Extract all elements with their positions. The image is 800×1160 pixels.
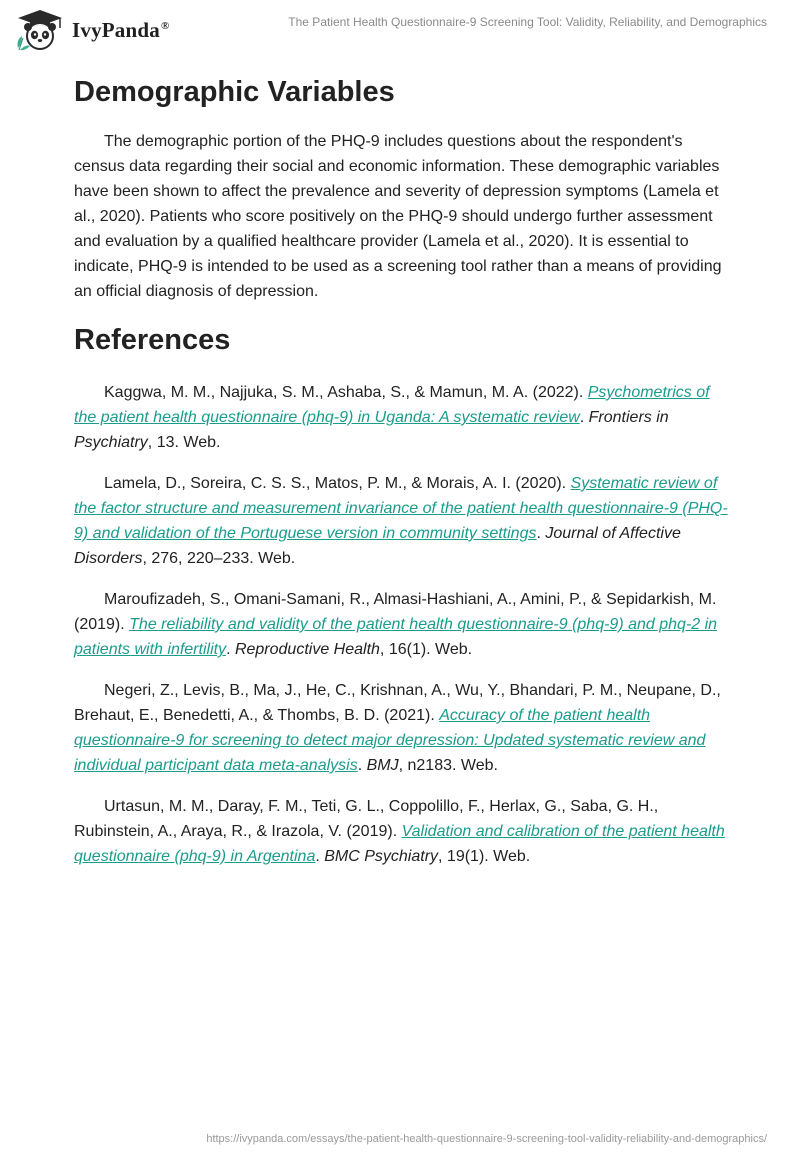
reference-link[interactable]: Accuracy of the patient health questionnaire-9 for screening to detect major depression: Updated systematic review and individual participant data meta-analysis xyxy=(74,707,706,774)
article-body xyxy=(74,72,730,885)
journal-name: Frontiers in Psychiatry xyxy=(74,409,669,451)
journal-name: BMC Psychiatry xyxy=(324,848,439,865)
reference-item: Lamela, D., Soreira, C. S. S., Matos, P. M., & Morais, A. I. (2020). Systematic review of the factor structure and measurement invariance of the patient health questionnaire-9 (PHQ-9) and validation of the Portuguese version in community settings. Journal of Affective Disorders, 276, 220–233. Web. xyxy=(74,475,728,567)
reference-link[interactable]: The reliability and validity of the patient health questionnaire-9 (phq-9) and phq-2 in patients with infertility xyxy=(74,616,718,658)
reference-item: Maroufizadeh, S., Omani-Samani, R., Almasi-Hashiani, A., Amini, P., & Sepidarkish, M. (2019). The reliability and validity of the patient health questionnaire-9 (phq-9) and phq-2 in patients with infertility. Reproductive Health, 16(1). Web. xyxy=(74,591,718,658)
reference-link[interactable]: Systematic review of the factor structure and measurement invariance of the patient health questionnaire-9 (PHQ-9) and validation of the Portuguese version in community settings xyxy=(74,475,728,542)
journal-name: BMJ xyxy=(366,757,399,774)
reference-list xyxy=(74,380,730,869)
section-heading-demographics: Demographic Variables xyxy=(74,76,395,108)
journal-name: Journal of Affective Disorders xyxy=(74,525,681,567)
reference-link[interactable]: Validation and calibration of the patient health questionnaire (phq-9) in Argentina xyxy=(74,823,725,865)
demographics-paragraph: The demographic portion of the PHQ-9 includes questions about the respondent's census data regarding their social and economic information. These demographic variables have been shown to affect the prevalence and severity of depression symptoms (Lamela et al., 2020). Patients who score positively on the PHQ-9 should undergo further assessment and evaluation by a qualified healthcare provider (Lamela et al., 2020). It is essential to indicate, PHQ-9 is intended to be used as a screening tool rather than a means of providing an official diagnosis of depression. xyxy=(74,133,722,300)
reference-item: Kaggwa, M. M., Najjuka, S. M., Ashaba, S., & Mamun, M. A. (2022). Psychometrics of the patient health questionnaire (phq-9) in Uganda: A systematic review. Frontiers in Psychiatry, 13. Web. xyxy=(74,384,710,451)
reference-link[interactable]: Psychometrics of the patient health questionnaire (phq-9) in Uganda: A systematic review xyxy=(74,384,710,426)
reference-item: Urtasun, M. M., Daray, F. M., Teti, G. L., Coppolillo, F., Herlax, G., Saba, G. H., Rubinstein, A., Araya, R., & Irazola, V. (2019). Validation and calibration of the patient health questionnaire (phq-9) in Argentina. BMC Psychiatry, 19(1). Web. xyxy=(74,798,725,865)
section-heading-references: References xyxy=(74,324,231,356)
journal-name: Reproductive Health xyxy=(234,641,380,658)
document-title: The Patient Health Questionnaire-9 Screening Tool: Validity, Reliability, and Demographics xyxy=(288,15,767,29)
page-header xyxy=(0,0,800,60)
ivypanda-logo[interactable] xyxy=(14,8,169,52)
brand-name: IvyPanda® xyxy=(72,17,170,42)
panda-mascot-icon xyxy=(14,8,66,52)
reference-item: Negeri, Z., Levis, B., Ma, J., He, C., Krishnan, A., Wu, Y., Bhandari, P. M., Neupane, D., Brehaut, E., Benedetti, A., & Thombs, B. D. (2021). Accuracy of the patient health questionnaire-9 for screening to detect major depression: Updated systematic review and individual participant data meta-analysis. BMJ, n2183. Web. xyxy=(74,682,721,774)
footer-source-url[interactable]: https://ivypanda.com/essays/the-patient-health-questionnaire-9-screening-tool-validity-reliability-and-demographics/ xyxy=(206,1133,767,1145)
